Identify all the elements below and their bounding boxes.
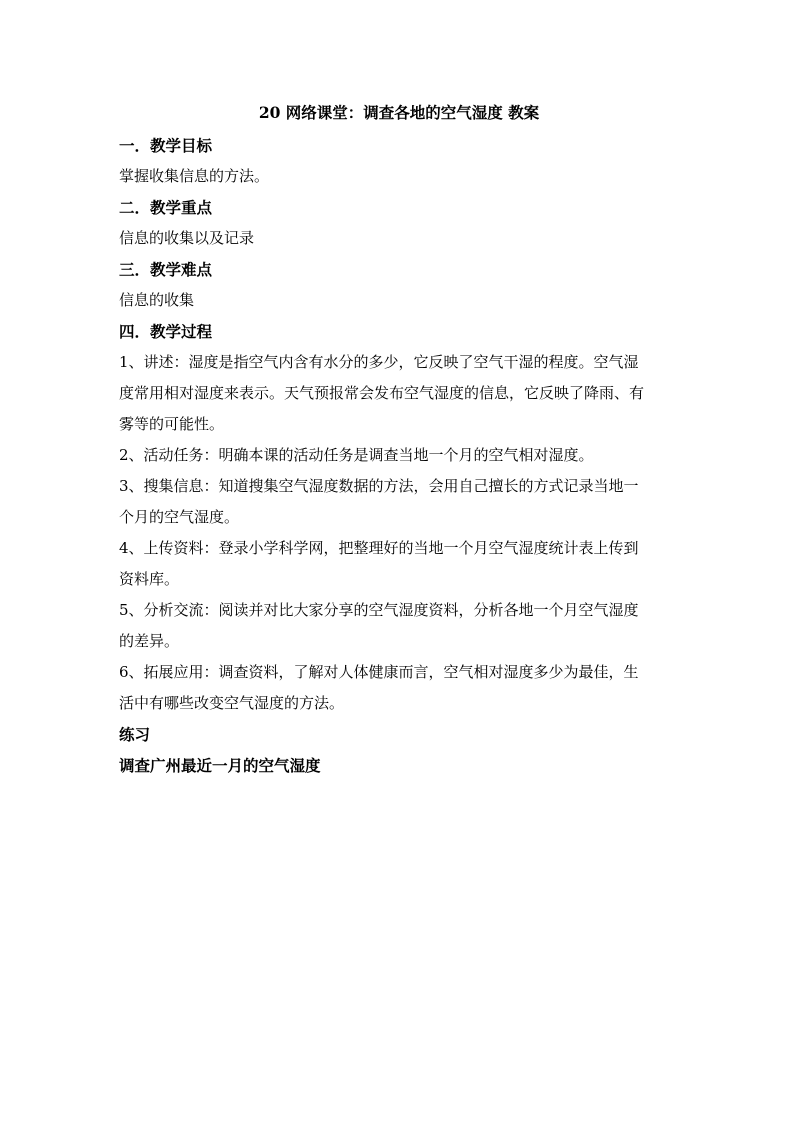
section-body-difficulties: 信息的收集 xyxy=(119,291,195,309)
section-heading-difficulties: 三．教学难点 xyxy=(119,260,213,279)
exercise-body: 调查广州最近一月的空气湿度 xyxy=(119,756,321,775)
document-title: 20 网络课堂：调查各地的空气湿度 教案 xyxy=(258,103,540,122)
process-step-5-line-1: 5、分析交流：阅读并对比大家分享的空气湿度资料，分析各地一个月空气湿度 xyxy=(119,601,639,619)
process-step-2 xyxy=(119,440,679,471)
section-heading-process: 四．教学过程 xyxy=(119,322,213,341)
process-step-5 xyxy=(119,595,679,657)
process-step-4-line-2: 资料库。 xyxy=(119,570,180,588)
section-heading-objectives: 一．教学目标 xyxy=(119,136,213,155)
section-body-objectives: 掌握收集信息的方法。 xyxy=(119,167,270,185)
process-step-3-line-1: 3、搜集信息：知道搜集空气湿度数据的方法，会用自己擅长的方式记录当地一 xyxy=(119,477,639,495)
process-step-1 xyxy=(119,347,679,440)
process-step-1-line-2: 度常用相对湿度来表示。天气预报常会发布空气湿度的信息，它反映了降雨、有 xyxy=(119,384,645,402)
process-step-6-line-2: 活中有哪些改变空气湿度的方法。 xyxy=(119,694,345,712)
process-step-6 xyxy=(119,657,679,719)
process-step-3 xyxy=(119,471,679,533)
document-content xyxy=(119,98,679,781)
process-step-1-line-1: 1、讲述：湿度是指空气内含有水分的多少，它反映了空气干湿的程度。空气湿 xyxy=(119,353,639,371)
section-body-key-points: 信息的收集以及记录 xyxy=(119,229,255,247)
process-step-4 xyxy=(119,533,679,595)
process-step-4-line-1: 4、上传资料：登录小学科学网，把整理好的当地一个月空气湿度统计表上传到 xyxy=(119,539,639,557)
process-step-3-line-2: 个月的空气湿度。 xyxy=(119,508,240,526)
process-step-5-line-2: 的差异。 xyxy=(119,632,180,650)
section-heading-key-points: 二．教学重点 xyxy=(119,198,213,217)
process-step-6-line-1: 6、拓展应用：调查资料，了解对人体健康而言，空气相对湿度多少为最佳，生 xyxy=(119,663,639,681)
exercise-heading: 练习 xyxy=(119,725,151,744)
process-step-2-line-1: 2、活动任务：明确本课的活动任务是调查当地一个月的空气相对湿度。 xyxy=(119,446,594,464)
process-step-1-line-3: 雾等的可能性。 xyxy=(119,415,225,433)
